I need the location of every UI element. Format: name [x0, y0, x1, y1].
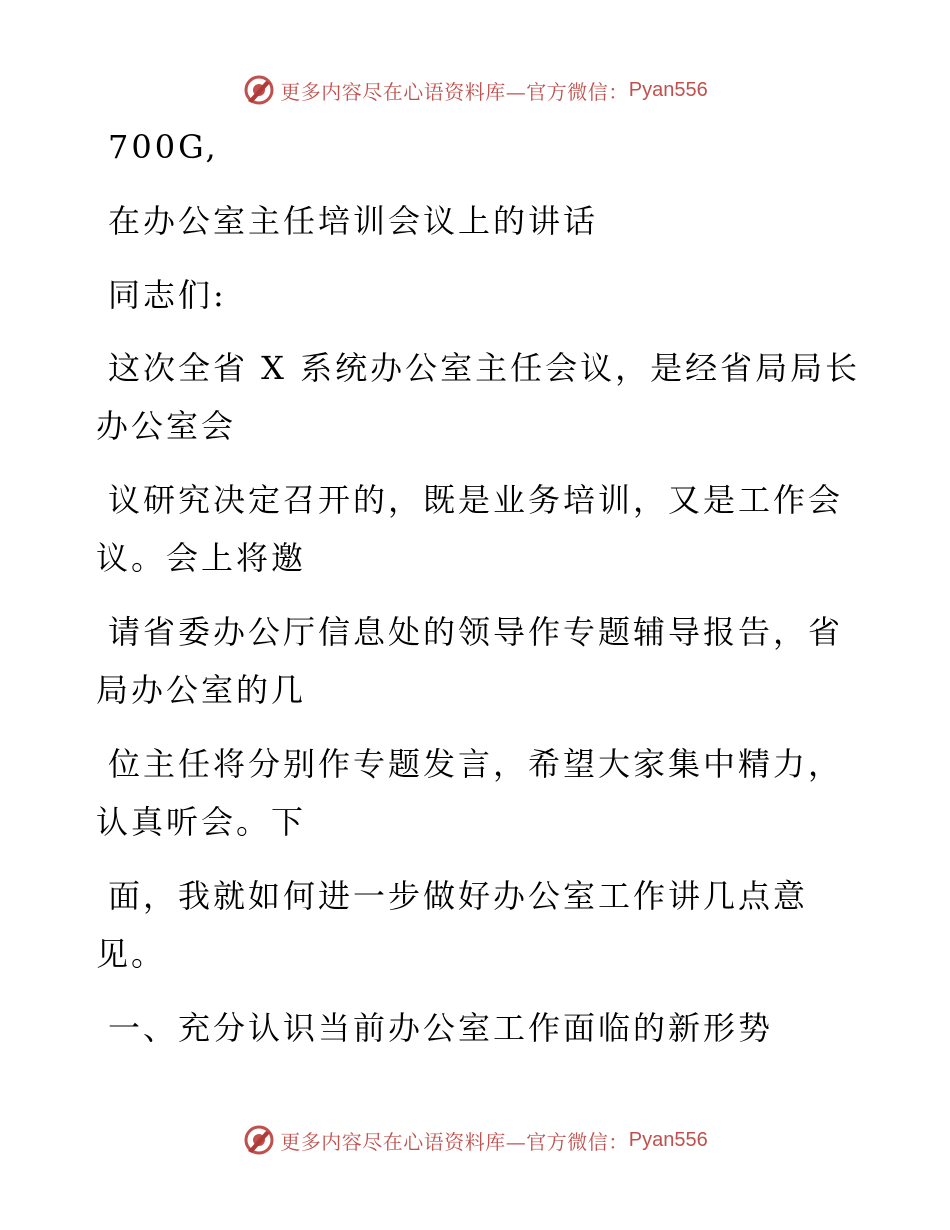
footer-watermark — [0, 1120, 950, 1160]
paragraph-line: 这次全省 X 系统办公室主任会议，是经省局局长 — [108, 349, 861, 387]
paragraph-line: 位主任将分别作专题发言，希望大家集中精力， — [108, 745, 844, 783]
watermark-text: 更多内容尽在心语资料库—官方微信： — [280, 79, 629, 104]
paragraph-line: 议。会上将邀 — [96, 539, 307, 577]
paragraph-line: 面，我就如何进一步做好办公室工作讲几点意 — [108, 877, 809, 915]
watermark-id: Pyan556 — [628, 1128, 708, 1151]
paragraph-line: 办公室会 — [96, 407, 237, 445]
paragraph-line: 认真听会。下 — [96, 803, 307, 841]
pen-circle-logo-icon — [242, 73, 276, 107]
salutation: 同志们: — [108, 276, 227, 314]
pen-circle-logo-icon — [242, 1123, 276, 1157]
paragraph-line: 见。 — [96, 935, 167, 973]
header-watermark — [0, 70, 950, 110]
paragraph-line: 请省委办公厅信息处的领导作专题辅导报告，省 — [108, 613, 844, 651]
paragraph-line: 议研究决定召开的，既是业务培训，又是工作会 — [108, 481, 844, 519]
document-code: 700G, — [108, 128, 219, 166]
document-title: 在办公室主任培训会议上的讲话 — [108, 202, 599, 240]
watermark-id: Pyan556 — [628, 78, 708, 101]
watermark-text: 更多内容尽在心语资料库—官方微信： — [280, 1129, 629, 1154]
paragraph-line: 局办公室的几 — [96, 671, 307, 709]
section-heading: 一、充分认识当前办公室工作面临的新形势 — [108, 1009, 774, 1047]
